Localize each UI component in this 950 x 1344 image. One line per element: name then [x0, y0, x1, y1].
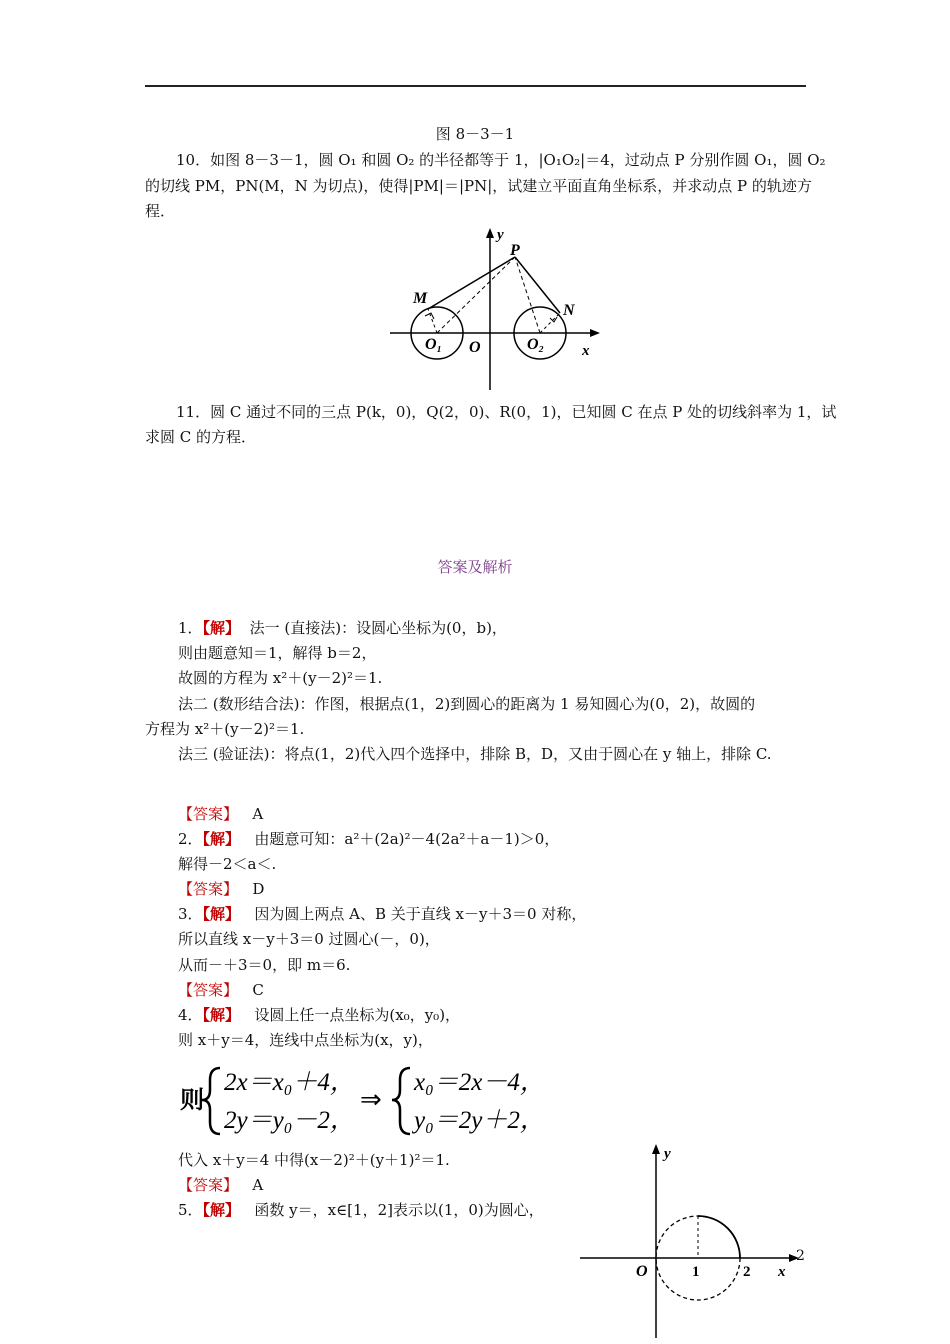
- fig2-label-1: 1: [692, 1264, 700, 1280]
- fig1-label-y: y: [497, 227, 504, 243]
- fig2-label-2: 2: [743, 1264, 751, 1280]
- answer2-heading: [178, 829, 559, 849]
- answer1-result: [178, 804, 263, 824]
- answer4-value: A: [252, 1176, 264, 1194]
- answer5-number: 5．: [178, 1201, 203, 1219]
- answer5-heading: [178, 1200, 544, 1220]
- answer3-heading: [178, 904, 586, 924]
- equation-4: y₀＝2y＋2，: [414, 1107, 545, 1134]
- answer4-number: 4．: [178, 1006, 203, 1024]
- problem10-line1: 10．如图 8－3－1，圆 O₁ 和圆 O₂ 的半径都等于 1，|O₁O₂|＝4，过动点 P 分别作圆 O₁，圆 O₂: [176, 151, 826, 169]
- answer2-number: 2．: [178, 830, 203, 848]
- answer1-line3: 故圆的方程为 x²＋(y－2)²＝1.: [178, 669, 383, 687]
- figure-semicircle: [578, 1140, 818, 1340]
- answer4-line3: 代入 x＋y＝4 中得(x－2)²＋(y＋1)²＝1.: [178, 1151, 450, 1169]
- answer3-text: 因为圆上两点 A、B 关于直线 x－y＋3＝0 对称，: [254, 905, 587, 923]
- answer2-result: [178, 879, 264, 899]
- fig1-label-o2: O₂: [527, 336, 545, 353]
- fig1-label-o1: O₁: [425, 336, 443, 353]
- answer1-value: A: [252, 805, 264, 823]
- answer3-line3: 从而－＋3＝0，即 m＝6.: [178, 956, 351, 974]
- implies-arrow: ⇒: [360, 1085, 382, 1115]
- figure-8-3-1: [385, 225, 605, 395]
- answer3-number: 3．: [178, 905, 203, 923]
- fig2-label-o: O: [636, 1263, 648, 1280]
- answers-title: 答案及解析: [437, 558, 513, 576]
- fig1-label-o: O: [469, 339, 481, 356]
- problem11-line1: 11．圆 C 通过不同的三点 P(k，0)，Q(2，0)、R(0，1)，已知圆 C 在点 P 处的切线斜率为 1，试: [176, 403, 837, 421]
- answer-tag: 【答案】: [178, 1176, 239, 1194]
- answer1-number: 1．: [178, 619, 203, 637]
- top-rule: [145, 85, 806, 87]
- answer1-line2: 则由题意知＝1，解得 b＝2，: [178, 644, 377, 662]
- answer4-line2: 则 x＋y＝4，连线中点坐标为(x，y)，: [178, 1031, 433, 1049]
- answer2-value: D: [252, 880, 265, 898]
- answer4-result: [178, 1175, 263, 1195]
- solution-tag: 【解】: [202, 1201, 241, 1219]
- fig1-label-m: M: [413, 290, 428, 307]
- solution-tag: 【解】: [202, 619, 241, 637]
- fig2-label-x: x: [778, 1264, 786, 1280]
- answer-tag: 【答案】: [178, 880, 239, 898]
- answer1-line5: 方程为 x²＋(y－2)²＝1.: [145, 720, 305, 738]
- page-number: 2: [796, 1248, 805, 1264]
- answer1-heading: [178, 618, 507, 638]
- equation-prefix: 则: [180, 1086, 204, 1114]
- solution-tag: 【解】: [202, 1006, 241, 1024]
- problem10-line3: 程．: [145, 202, 176, 220]
- answer4-text: 设圆上任一点坐标为(x₀，y₀)，: [254, 1006, 461, 1024]
- fig1-label-n: N: [563, 302, 575, 319]
- problem10-line2: 的切线 PM，PN(M，N 为切点)，使得|PM|＝|PN|，试建立平面直角坐标系，并求动点 P 的轨迹方: [145, 177, 812, 195]
- answer1-line6: 法三 (验证法)：将点(1，2)代入四个选择中，排除 B，D，又由于圆心在 y 轴上，排除 C.: [178, 745, 772, 763]
- answer3-line2: 所以直线 x－y＋3＝0 过圆心(－，0)，: [178, 930, 440, 948]
- solution-tag: 【解】: [202, 830, 241, 848]
- answer-tag: 【答案】: [178, 805, 239, 823]
- fig1-label-p: P: [510, 242, 520, 259]
- answer3-result: [178, 980, 264, 1000]
- fig2-label-y: y: [664, 1146, 671, 1162]
- equation-3: x₀＝2x－4，: [414, 1069, 545, 1096]
- equation-system: [178, 1060, 558, 1140]
- answer3-value: C: [252, 981, 264, 999]
- figure-caption: 图 8－3－1: [435, 125, 515, 143]
- answer2-text: 由题意可知：a²＋(2a)²－4(2a²＋a－1)＞0，: [254, 830, 560, 848]
- answer1-text: 法一 (直接法)：设圆心坐标为(0，b)，: [249, 619, 507, 637]
- fig1-label-x: x: [582, 343, 590, 359]
- equation-2: 2y＝y₀－2，: [224, 1107, 355, 1134]
- answer2-line2: 解得－2＜a＜.: [178, 855, 277, 873]
- answer-tag: 【答案】: [178, 981, 239, 999]
- answer1-line4: 法二 (数形结合法)：作图，根据点(1，2)到圆心的距离为 1 易知圆心为(0，2)，故圆的: [178, 695, 756, 713]
- answer4-heading: [178, 1005, 460, 1025]
- answer5-text: 函数 y＝，x∈[1，2]表示以(1，0)为圆心，: [254, 1201, 544, 1219]
- equation-1: 2x＝x₀＋4，: [224, 1069, 355, 1096]
- solution-tag: 【解】: [202, 905, 241, 923]
- problem11-line2: 求圆 C 的方程．: [145, 428, 257, 446]
